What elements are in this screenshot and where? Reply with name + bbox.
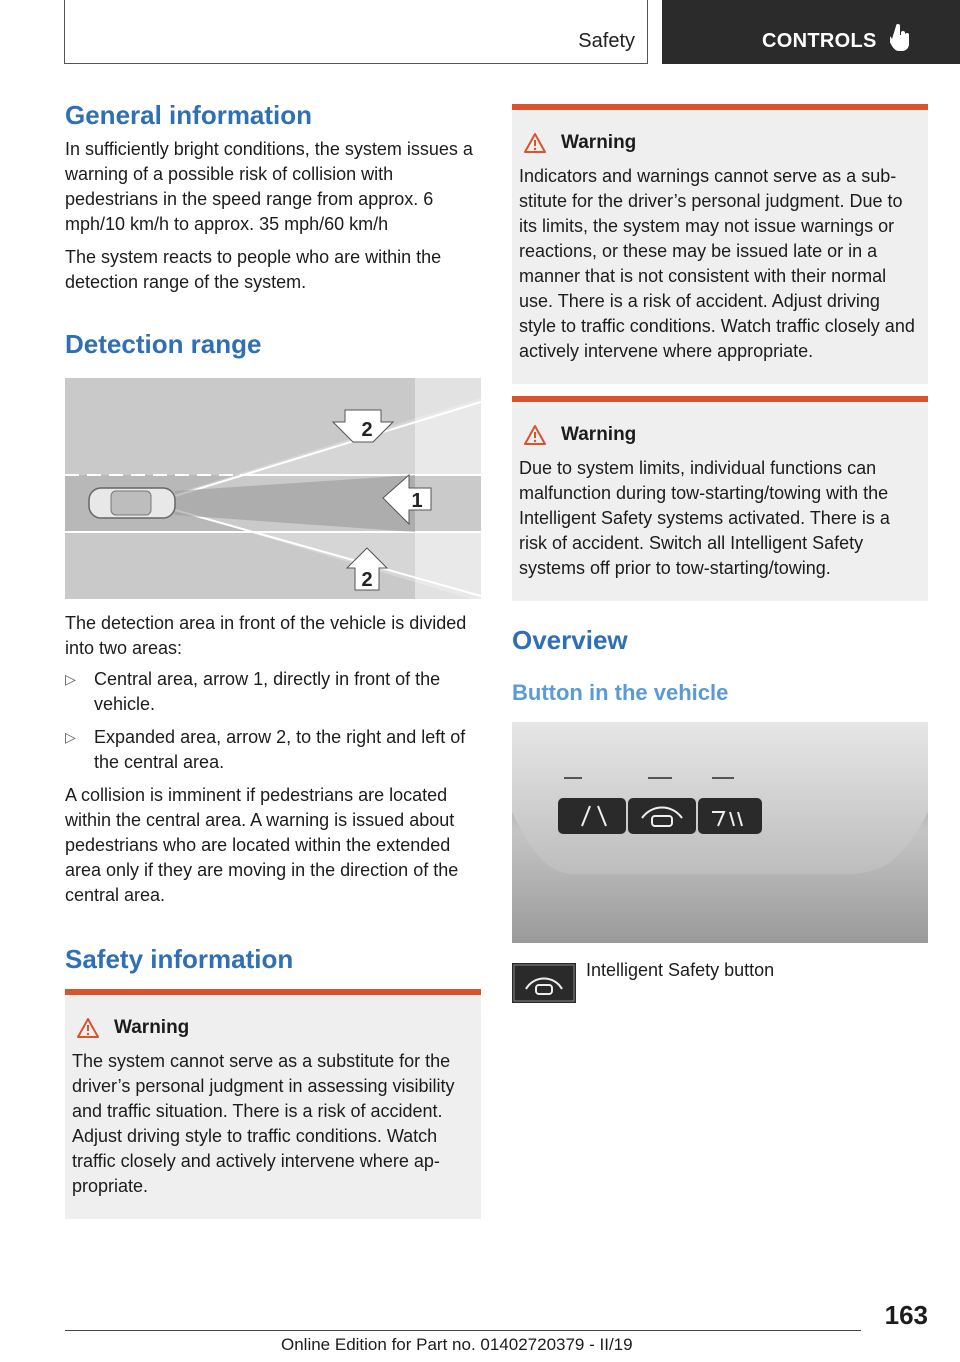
warning-text: Due to system limits, individual functions can malfunction during tow-starting/towing with the Intelligent Safety systems activated. There is a risk of accident. Switch all Intelligent Safety systems off prior to tow-starting/towing.	[519, 458, 890, 578]
hand-pointer-icon	[890, 24, 912, 52]
button-panel-photo	[512, 722, 928, 943]
warning-title-text: Warning	[561, 424, 637, 445]
car-icon	[89, 488, 175, 518]
triangle-bullet-icon: ▷	[65, 729, 76, 745]
general-paragraph-2: The system reacts to people who are within the detection range of the system.	[65, 247, 442, 292]
right-column	[512, 104, 928, 1005]
footer-divider	[65, 1330, 861, 1331]
lane-change-button[interactable]	[698, 798, 762, 834]
warning-triangle-icon	[523, 424, 547, 446]
arrow-1-label: 1	[411, 490, 423, 512]
button-panel-illustration	[512, 722, 928, 943]
warning-title	[519, 132, 921, 154]
list-item-text: Central area, arrow 1, directly in front of the vehicle.	[94, 669, 441, 714]
warning-triangle-icon	[76, 1017, 100, 1039]
warning-box	[512, 396, 928, 601]
chapter-tab	[662, 0, 960, 64]
warning-text: Indicators and warnings cannot serve as a substitute for the driver’s personal judgment. Due to its limits, the system may not issue warnings or reactions, or these may be issued late or in a manner that is not consistent with their normal use. There is a risk of accident. Adjust driving style to traffic conditions. Watch traffic closely and actively intervene where appropriate.	[519, 166, 915, 361]
list-item	[65, 667, 481, 717]
edition-text: Online Edition for Part no. 01402720379 - II/19	[281, 1335, 633, 1354]
detection-paragraph-1: The detection area in front of the vehicle is divided into two areas:	[65, 613, 467, 658]
intelligent-safety-button[interactable]	[628, 798, 696, 834]
detection-paragraph-2: A collision is imminent if pedestrians are located within the central area. A warning is issued about pedestrians who are located within the extended area only if they are moving in the direction of the central area.	[65, 785, 459, 905]
warning-text: The system cannot serve as a substitute for the driver’s personal judgment in assessing visibility and traffic situation. There is a risk of accident. Adjust driving style to traffic conditions. Watch traffic closely and actively intervene where appropriate.	[72, 1051, 455, 1196]
list-item	[65, 725, 481, 775]
arrow-2-bottom-label: 2	[361, 569, 373, 591]
warning-box	[512, 104, 928, 384]
intelligent-safety-icon	[512, 963, 576, 1003]
button-in-vehicle-heading: Button in the vehicle	[512, 680, 729, 705]
overview-heading: Overview	[512, 625, 628, 655]
warning-title-text: Warning	[561, 132, 637, 153]
arrow-2-top-label: 2	[361, 419, 373, 441]
warning-title-text: Warning	[114, 1017, 190, 1038]
detection-area-list	[65, 667, 481, 775]
warning-title	[519, 424, 921, 446]
button-legend	[512, 960, 928, 1005]
general-paragraph-1: In sufficiently bright conditions, the system issues a warning of a possible risk of collision with pedestrians in the speed range from approx. 6 mph/10 km/h to approx. 35 mph/60 km/h	[65, 139, 473, 234]
warning-triangle-icon	[523, 132, 547, 154]
warning-box	[65, 989, 481, 1219]
list-item-text: Expanded area, arrow 2, to the right and left of the central area.	[94, 727, 466, 772]
chapter-title: CONTROLS	[762, 30, 877, 52]
lane-departure-button[interactable]	[558, 798, 626, 834]
left-column	[65, 100, 481, 1219]
page-number: 163	[884, 1300, 928, 1330]
button-caption: Intelligent Safety button	[586, 960, 775, 980]
warning-title	[72, 1017, 474, 1039]
section-tab	[64, 0, 648, 64]
detection-range-heading: Detection range	[65, 329, 262, 359]
detection-range-figure	[65, 378, 481, 599]
general-information-heading: General information	[65, 100, 313, 130]
detection-diagram	[65, 378, 481, 599]
triangle-bullet-icon: ▷	[65, 671, 76, 687]
safety-information-heading: Safety information	[65, 944, 294, 974]
section-title: Safety	[578, 30, 635, 52]
